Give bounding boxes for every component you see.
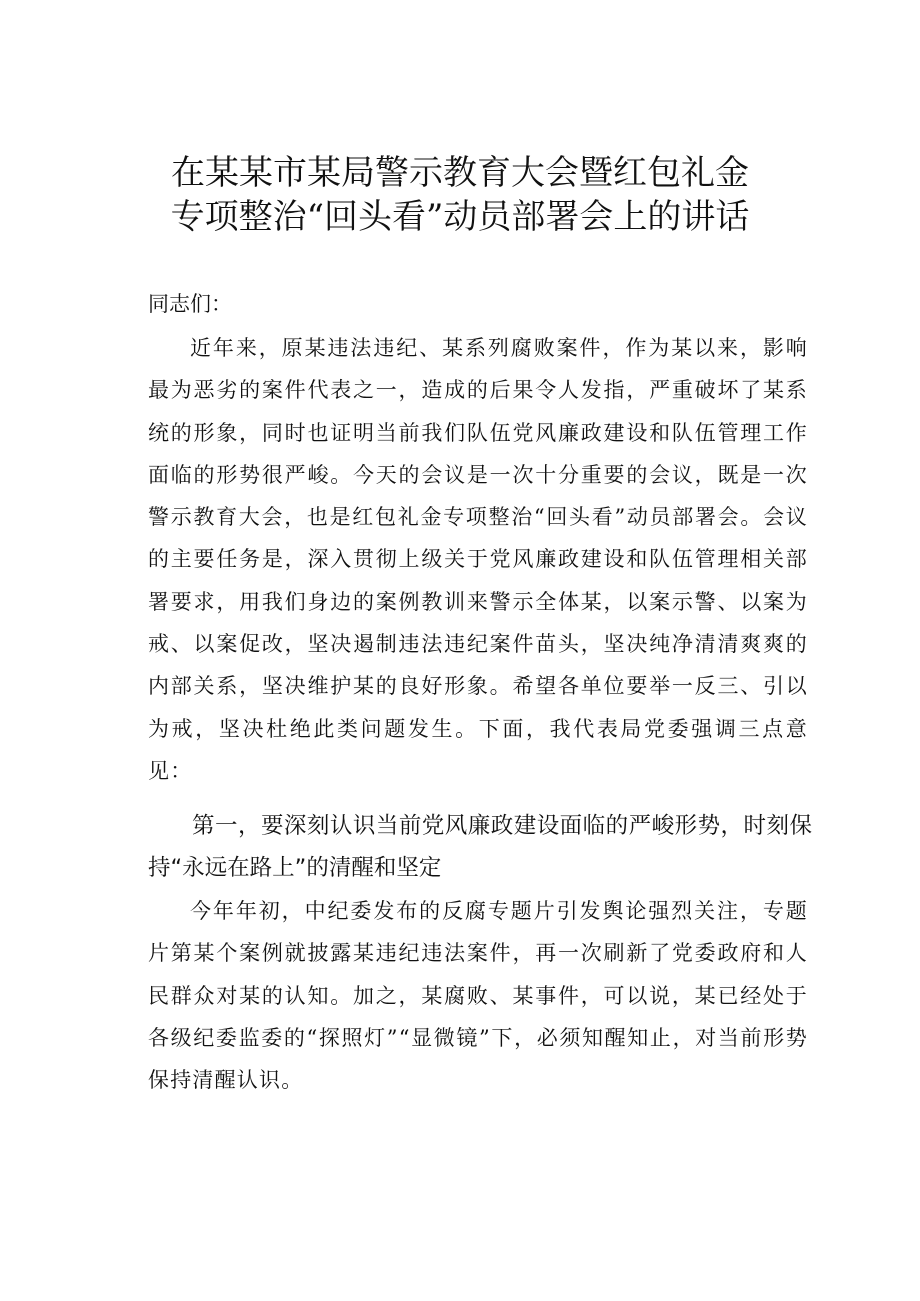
salutation: 同志们： xyxy=(148,292,232,316)
document-title-line-2: 专项整治“回头看”动员部署会上的讲话 xyxy=(170,197,750,237)
paragraph-intro: 近年来，原某违法违纪、某系列腐败案件，作为某以来，影响最为恶劣的案件代表之一，造成的后果令人发指，严重破坏了某系统的形象，同时也证明当前我们队伍党风廉政建设和队伍管理工作面临的形势很严峻。今天的会议是一次十分重要的会议，既是一次警示教育大会，也是红包礼金专项整治“回头看”动员部署会。会议的主要任务是，深入贯彻上级关于党风廉政建设和队伍管理相关部署要求，用我们身边的案例教训来警示全体某，以案示警、以案为戒、以案促改，坚决遏制违法违纪案件苗头，坚决纯净清清爽爽的内部关系，坚决维护某的良好形象。希望各单位要举一反三、引以为戒，坚决杜绝此类问题发生。下面，我代表局党委强调三点意见： xyxy=(148,336,808,783)
document-title-line-1: 在某某市某局警示教育大会暨红包礼金 xyxy=(171,153,749,193)
paragraph-section-1: 今年年初，中纪委发布的反腐专题片引发舆论强烈关注，专题片第某个案例就披露某违纪违法案件，再一次刷新了党委政府和人民群众对某的认知。加之，某腐败、某事件，可以说，某已经处于各级纪委监委的“探照灯”“显微镜”下，必须知醒知止，对当前形势保持清醒认识。 xyxy=(148,899,808,1093)
section-heading-1: 第一，要深刻认识当前党风廉政建设面临的严峻形势，时刻保持“永远在路上”的清醒和坚定 xyxy=(148,813,812,881)
